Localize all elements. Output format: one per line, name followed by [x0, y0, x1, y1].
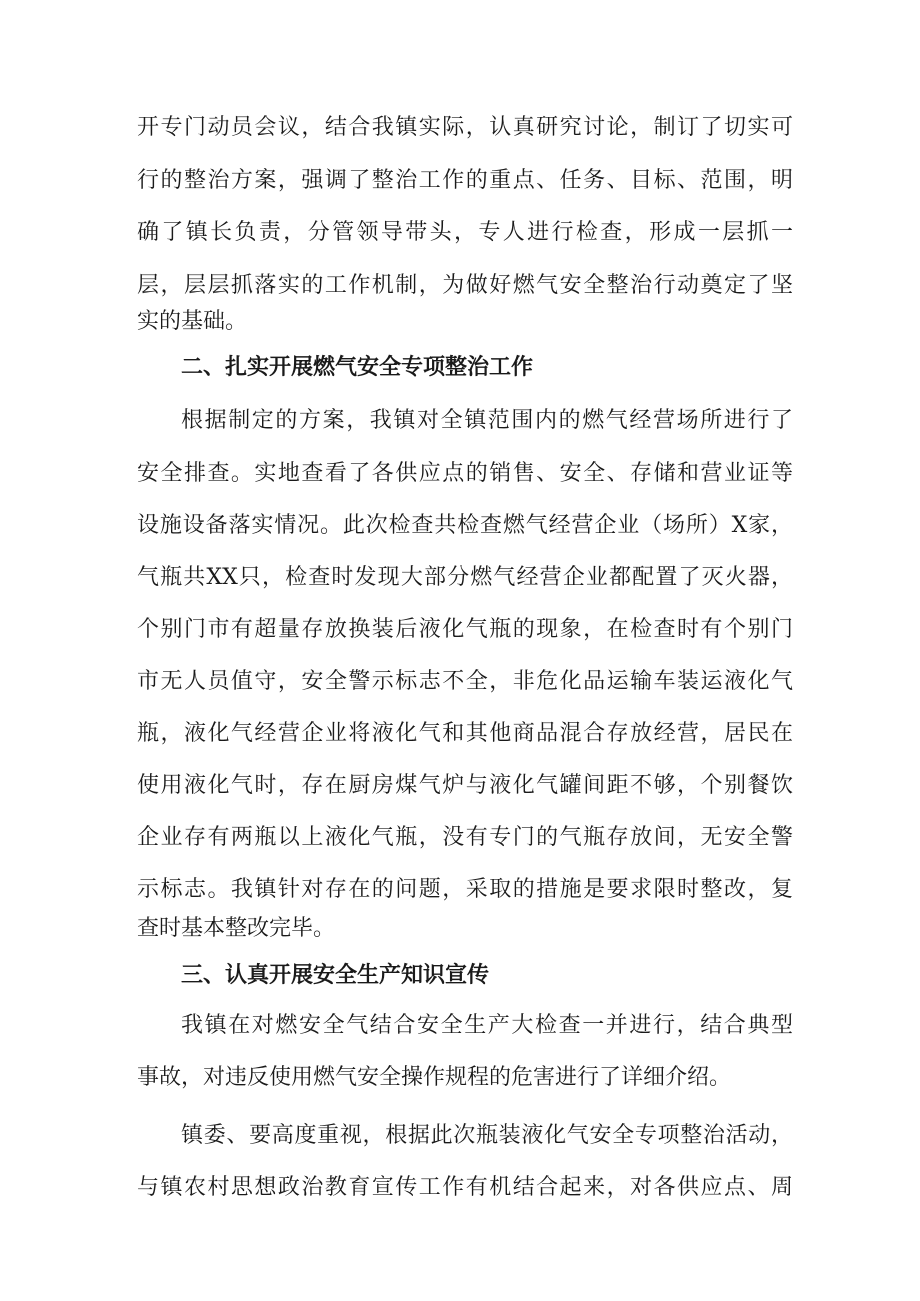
paragraph-line: 查时基本整改完毕。 — [137, 916, 336, 941]
paragraph-line: 行的整治方案，强调了整治工作的重点、任务、目标、范围，明 — [137, 168, 793, 193]
paragraph-line: 示标志。我镇针对存在的问题，采取的措施是要求限时整改，复 — [137, 877, 793, 902]
paragraph-line: 确了镇长负责，分管领导带头，专人进行检查，形成一层抓一 — [137, 220, 793, 245]
paragraph-line: 企业存有两瓶以上液化气瓶，没有专门的气瓶存放间，无安全警 — [137, 825, 793, 850]
paragraph-line: 事故，对违反使用燃气安全操作规程的危害进行了详细介绍。 — [137, 1065, 732, 1090]
paragraph-line: 镇委、要高度重视，根据此次瓶装液化气安全专项整治活动， — [181, 1123, 793, 1148]
paragraph-line: 我镇在对燃安全气结合安全生产大检查一并进行，结合典型 — [181, 1013, 793, 1038]
paragraph-line: 与镇农村思想政治教育宣传工作有机结合起来，对各供应点、周 — [137, 1175, 793, 1200]
paragraph-line: 使用液化气时，存在厨房煤气炉与液化气罐间距不够，个别餐饮 — [137, 773, 793, 798]
paragraph-line: 市无人员值守，安全警示标志不全，非危化品运输车装运液化气 — [137, 669, 793, 694]
paragraph-line: 实的基础。 — [137, 309, 248, 334]
paragraph-line: 开专门动员会议，结合我镇实际，认真研究讨论，制订了切实可 — [137, 115, 793, 140]
paragraph-line: 个别门市有超量存放换装后液化气瓶的现象，在检查时有个别门 — [137, 617, 793, 642]
paragraph-line: 安全排查。实地查看了各供应点的销售、安全、存储和营业证等 — [137, 461, 793, 486]
paragraph-line: 根据制定的方案，我镇对全镇范围内的燃气经营场所进行了 — [181, 408, 793, 433]
paragraph-line: 瓶，液化气经营企业将液化气和其他商品混合存放经营，居民在 — [137, 721, 793, 746]
section-heading-3: 三、认真开展安全生产知识宣传 — [181, 963, 490, 988]
paragraph-line: 设施设备落实情况。此次检查共检查燃气经营企业（场所）X家， — [137, 513, 793, 538]
paragraph-line: 气瓶共XX只，检查时发现大部分燃气经营企业都配置了灭火器， — [137, 565, 793, 590]
section-heading-2: 二、扎实开展燃气安全专项整治工作 — [181, 355, 534, 380]
paragraph-line: 层，层层抓落实的工作机制，为做好燃气安全整治行动奠定了坚 — [137, 273, 793, 298]
